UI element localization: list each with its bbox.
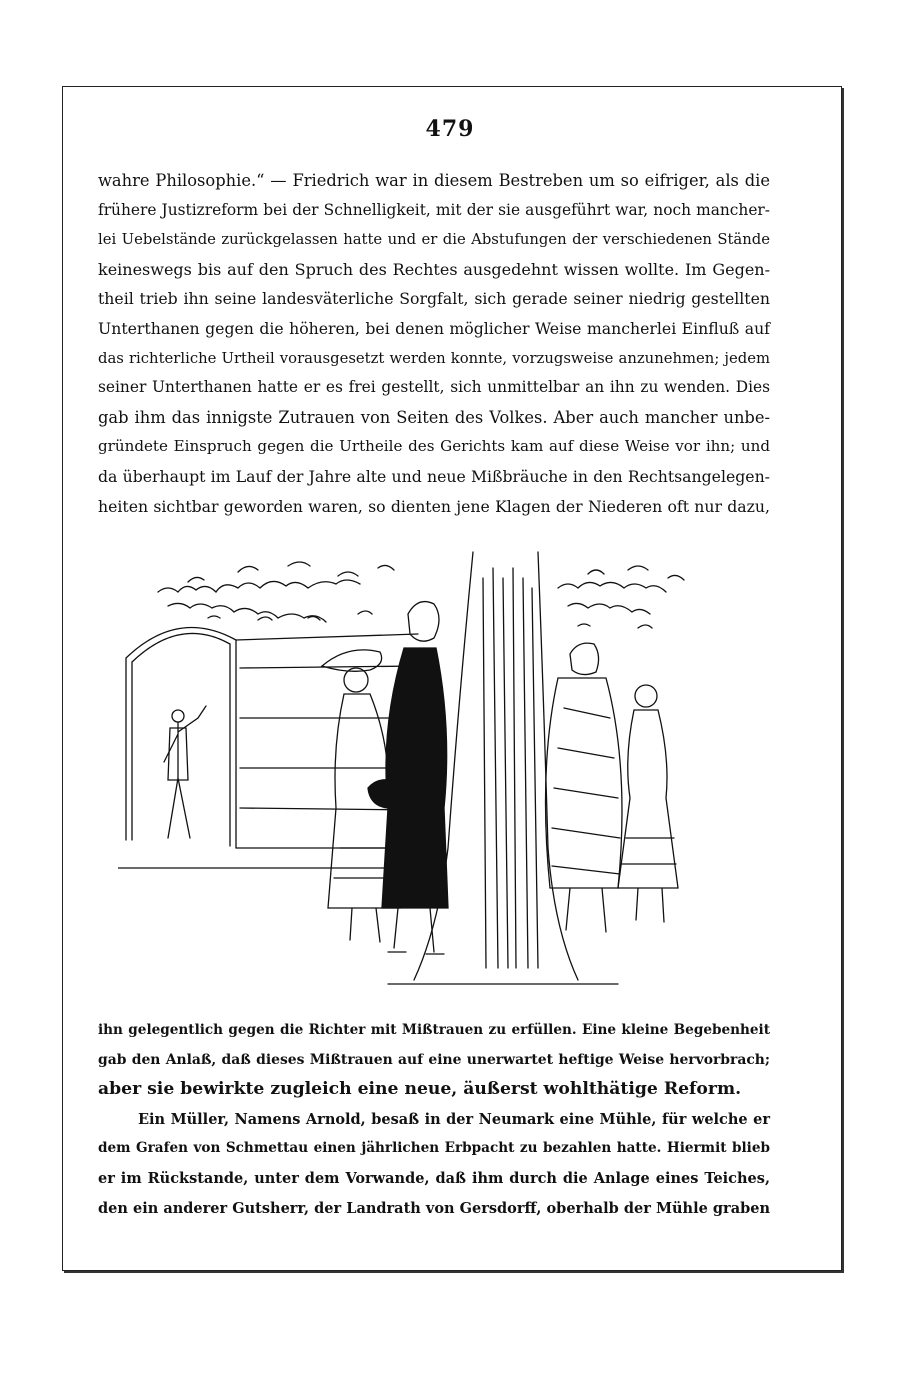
text-line: dem Grafen von Schmettau einen jährlichen Erbpacht zu bezahlen hatte. Hiermit blieb	[98, 1140, 770, 1157]
text-line: lei Uebelstände zurückgelassen hatte und er die Abstufungen der verschiedenen Stände	[98, 231, 770, 249]
text-line: den ein anderer Gutsherr, der Landrath von Gersdorff, oberhalb der Mühle graben	[98, 1199, 770, 1217]
text-line: heiten sichtbar geworden waren, so dienten jene Klagen der Niederen oft nur dazu,	[98, 496, 770, 516]
man-in-dark-coat	[368, 602, 448, 954]
text-line: theil trieb ihn seine landesväterliche Sorgfalt, sich gerade seiner niedrig gestellten	[98, 289, 770, 309]
text-line: Unterthanen gegen die höheren, bei denen möglicher Weise mancherlei Einfluß auf	[98, 318, 770, 338]
paragraph-top	[98, 166, 770, 521]
text-line: wahre Philosophie.“ — Friedrich war in diesem Bestreben um so eifriger, als die	[98, 171, 770, 190]
text-line: Ein Müller, Namens Arnold, besaß in der Neumark eine Mühle, für welche er	[138, 1110, 770, 1128]
young-woman	[618, 685, 678, 922]
text-line: gab ihm das innigste Zutrauen von Seiten des Volkes. Aber auch mancher unbe-	[98, 407, 770, 427]
distant-figure	[164, 706, 206, 838]
text-line: ihn gelegentlich gegen die Richter mit Mißtrauen zu erfüllen. Eine kleine Begebenheit	[98, 1022, 770, 1038]
text-line: das richterliche Urtheil vorausgesetzt werden konnte, vorzugsweise anzunehmen; jedem	[98, 349, 770, 367]
archway	[118, 628, 418, 868]
foliage-left	[158, 562, 394, 622]
text-line: aber sie bewirkte zugleich eine neue, äußerst wohlthätige Reform.	[98, 1079, 742, 1100]
foliage-right	[558, 566, 684, 628]
man-seen-from-behind	[546, 643, 623, 932]
text-line: frühere Justizreform bei der Schnelligkeit, mit der sie ausgeführt war, noch mancher-	[98, 200, 770, 219]
text-line: seiner Unterthanen hatte er es frei gestellt, sich unmittelbar an ihn zu wenden. Dies	[98, 378, 770, 397]
paragraph-bottom	[98, 1016, 770, 1223]
page-number: 479	[425, 116, 475, 142]
text-line: gründete Einspruch gegen die Urtheile des Gerichts kam auf diese Weise vor ihn; und	[98, 437, 770, 456]
text-line: er im Rückstande, unter dem Vorwande, daß ihm durch die Anlage eines Teiches,	[98, 1169, 770, 1187]
text-line: gab den Anlaß, daß dieses Mißtrauen auf eine unerwartet heftige Weise hervorbrach;	[98, 1051, 770, 1068]
engraving-illustration	[118, 548, 718, 994]
text-line: da überhaupt im Lauf der Jahre alte und neue Mißbräuche in den Rechtsangelegen-	[98, 466, 770, 486]
text-line: keineswegs bis auf den Spruch des Rechtes ausgedehnt wissen wollte. Im Gegen-	[98, 259, 770, 279]
